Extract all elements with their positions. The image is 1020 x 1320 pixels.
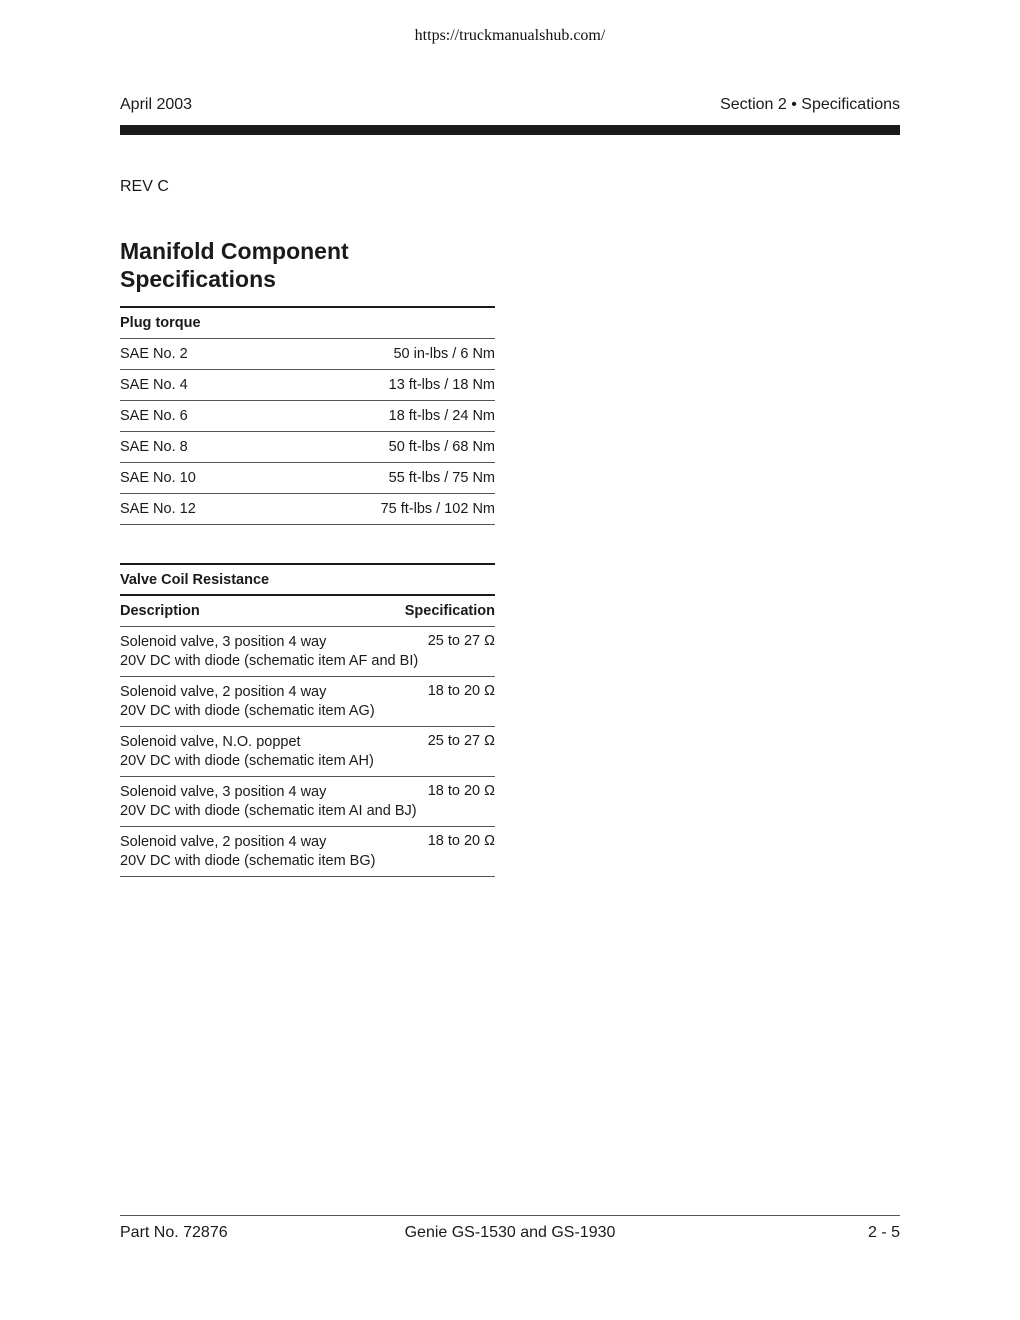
page-title-line-2: Specifications (120, 266, 276, 292)
footer-part-number: Part No. 72876 (120, 1224, 228, 1241)
valve-description-line-1: Solenoid valve, 3 position 4 way (120, 634, 327, 650)
plug-torque-value: 13 ft-lbs / 18 Nm (388, 377, 495, 393)
valve-description (120, 833, 375, 870)
footer-page-number: 2 - 5 (867, 1224, 900, 1241)
valve-description-line-1: Solenoid valve, 2 position 4 way (120, 684, 327, 700)
valve-description-line-2: 20V DC with diode (schematic item AG) (120, 702, 375, 719)
plug-size-label: SAE No. 4 (120, 377, 188, 393)
valve-description-line-1: Solenoid valve, N.O. poppet (120, 734, 301, 750)
valve-coil-heading: Valve Coil Resistance (120, 572, 270, 588)
column-header-specification: Specification (404, 603, 495, 619)
table-row (120, 777, 495, 827)
plug-size-label: SAE No. 2 (120, 346, 188, 362)
table-row (120, 727, 495, 777)
valve-coil-column-header-row (120, 596, 495, 627)
plug-torque-value: 50 ft-lbs / 68 Nm (388, 439, 495, 455)
table-row (120, 494, 495, 525)
footer-model: Genie GS-1530 and GS-1930 (404, 1224, 616, 1241)
valve-description (120, 783, 417, 820)
valve-description-line-1: Solenoid valve, 2 position 4 way (120, 834, 327, 850)
plug-size-label: SAE No. 10 (120, 470, 196, 486)
valve-resistance-value: 18 to 20 Ω (427, 683, 495, 699)
revision-label: REV C (120, 178, 169, 195)
table-row (120, 827, 495, 877)
plug-size-label: SAE No. 8 (120, 439, 188, 455)
valve-description (120, 633, 418, 670)
valve-resistance-value: 25 to 27 Ω (427, 633, 495, 649)
plug-torque-heading-row (120, 308, 495, 339)
plug-size-label: SAE No. 6 (120, 408, 188, 424)
plug-torque-value: 55 ft-lbs / 75 Nm (388, 470, 495, 486)
valve-description-line-2: 20V DC with diode (schematic item BG) (120, 852, 376, 869)
page-title-line-1: Manifold Component (120, 238, 349, 264)
valve-resistance-value: 25 to 27 Ω (427, 733, 495, 749)
column-header-description: Description (120, 603, 200, 619)
valve-resistance-value: 18 to 20 Ω (427, 783, 495, 799)
table-row (120, 339, 495, 370)
valve-description-line-2: 20V DC with diode (schematic item AH) (120, 752, 374, 769)
valve-description-line-2: 20V DC with diode (schematic item AF and BI) (120, 652, 419, 669)
valve-coil-heading-row (120, 565, 495, 596)
plug-torque-value: 50 in-lbs / 6 Nm (393, 346, 495, 362)
header-date: April 2003 (120, 96, 193, 113)
valve-coil-table (120, 563, 495, 877)
valve-description (120, 733, 374, 770)
valve-resistance-value: 18 to 20 Ω (427, 833, 495, 849)
table-row (120, 677, 495, 727)
table-row (120, 627, 495, 677)
valve-description-line-2: 20V DC with diode (schematic item AI and BJ) (120, 802, 417, 819)
valve-description-line-1: Solenoid valve, 3 position 4 way (120, 784, 327, 800)
table-row (120, 370, 495, 401)
plug-size-label: SAE No. 12 (120, 501, 196, 517)
plug-torque-table (120, 306, 495, 525)
header-section: Section 2 • Specifications (720, 96, 900, 113)
page-title (120, 237, 500, 293)
table-row (120, 432, 495, 463)
table-row (120, 401, 495, 432)
plug-torque-heading: Plug torque (120, 315, 201, 331)
footer-rule (120, 1215, 900, 1216)
valve-description (120, 683, 375, 720)
plug-torque-value: 18 ft-lbs / 24 Nm (388, 408, 495, 424)
header-rule (120, 125, 900, 135)
plug-torque-value: 75 ft-lbs / 102 Nm (380, 501, 495, 517)
table-row (120, 463, 495, 494)
source-url: https://truckmanualshub.com/ (414, 27, 606, 44)
